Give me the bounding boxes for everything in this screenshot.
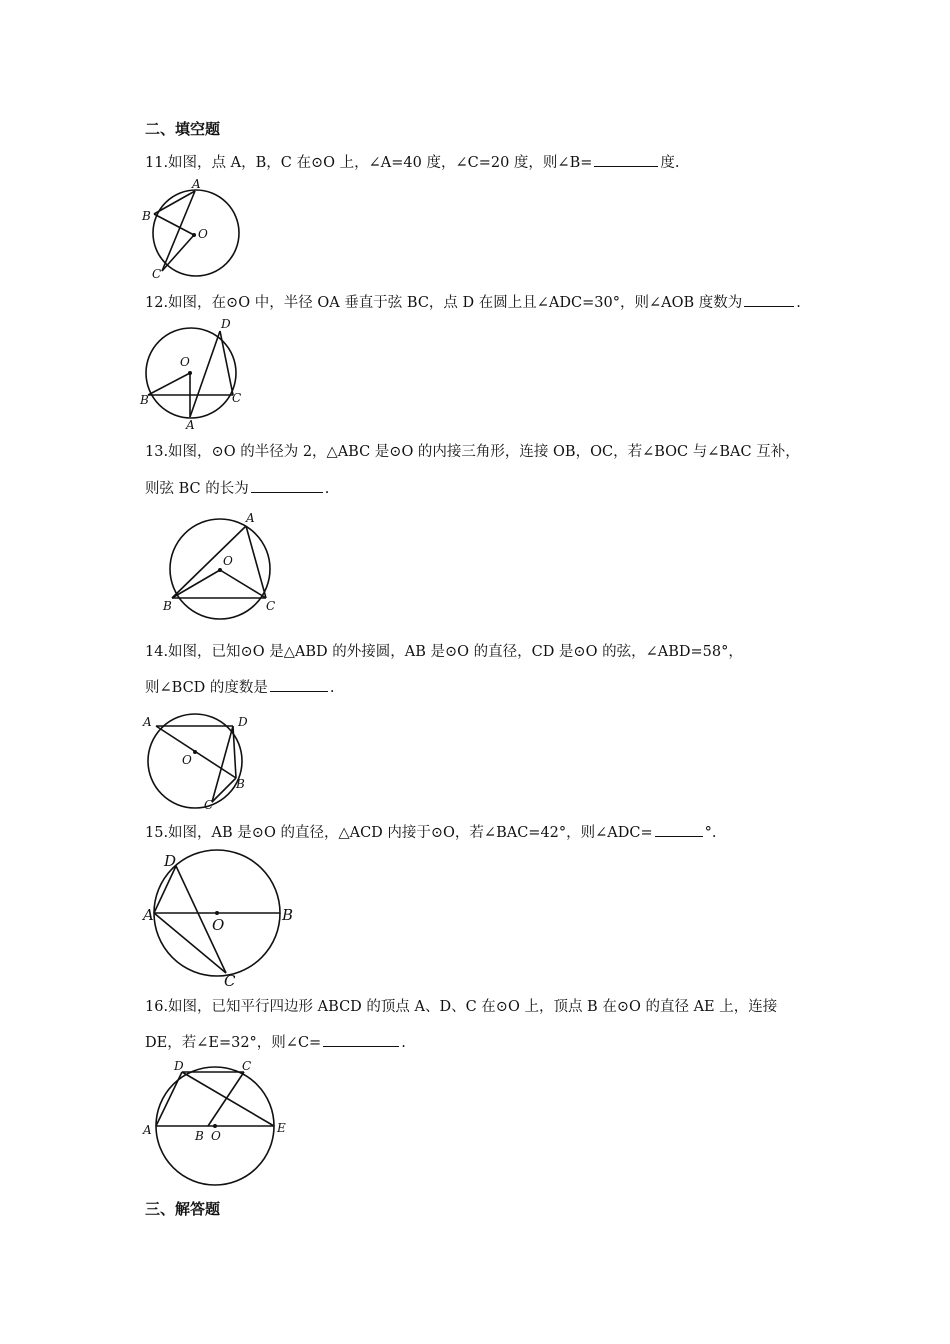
question-12: [145, 292, 801, 312]
fig11-label-c: C: [152, 267, 162, 281]
fig14-circle: [148, 714, 242, 808]
q11-blank[interactable]: [594, 152, 658, 167]
question-13-line-1: 13.如图，⊙O 的半径为 2，△ABC 是⊙O 的内接三角形，连接 OB，OC，若∠BOC 与∠BAC 互补，: [145, 444, 800, 460]
fig14-label-a: A: [143, 715, 152, 729]
q16-text-end: .: [401, 1035, 406, 1051]
fig14-label-b: B: [236, 777, 245, 791]
figure-14: [140, 712, 255, 812]
q11-text: 11.如图，点 A，B，C 在⊙O 上，∠A=40 度，∠C=20 度，则∠B=: [145, 155, 593, 171]
fig13-label-a: A: [246, 511, 255, 525]
fig16-center-dot: [213, 1124, 217, 1128]
fig16-label-b: B: [195, 1129, 204, 1143]
fig14-chord-db: [233, 726, 236, 778]
question-13-line-2: [145, 478, 329, 498]
figure-16: [140, 1058, 295, 1186]
q15-text: 15.如图，AB 是⊙O 的直径，△ACD 内接于⊙O，若∠BAC=42°，则∠ADC=: [145, 825, 653, 841]
fig13-side-ab: [172, 526, 246, 598]
fig16-label-o: O: [211, 1129, 221, 1143]
q16-blank[interactable]: [323, 1032, 399, 1047]
q15-blank[interactable]: [655, 822, 703, 837]
fig15-label-b: B: [282, 906, 294, 924]
fig12-segment-ob: [148, 373, 190, 395]
figure-11: [140, 176, 250, 280]
section-title-fill-blank: 二、填空题: [145, 120, 221, 138]
q14-blank[interactable]: [270, 677, 328, 692]
fig13-center-dot: [218, 568, 222, 572]
question-15: [145, 822, 717, 842]
fig11-segment-bo: [154, 214, 194, 235]
fig13-label-c: C: [266, 599, 276, 613]
fig15-label-a: A: [143, 906, 154, 924]
fig12-label-d: D: [221, 317, 231, 331]
fig14-center-dot: [193, 750, 197, 754]
fig12-label-b: B: [140, 393, 149, 407]
fig13-label-b: B: [163, 599, 172, 613]
fig11-label-a: A: [192, 177, 201, 191]
fig16-side-cb: [208, 1072, 244, 1126]
fig13-label-o: O: [223, 554, 233, 568]
fig16-label-e: E: [277, 1121, 286, 1135]
q14-text: 则∠BCD 的度数是: [145, 680, 268, 696]
q13-text-end: .: [324, 481, 330, 497]
q13-blank[interactable]: [251, 478, 323, 493]
q11-text-end: 度.: [660, 155, 680, 171]
fig12-label-c: C: [232, 391, 242, 405]
q13-text: 则弦 BC 的长为: [145, 481, 249, 497]
q16-text: DE，若∠E=32°，则∠C=: [145, 1035, 322, 1051]
fig11-center-dot: [192, 233, 196, 237]
q12-text-end: .: [796, 295, 801, 311]
section-title-answer: 三、解答题: [145, 1200, 221, 1218]
fig15-chord-ad: [154, 866, 176, 913]
fig12-chord-ad: [190, 331, 220, 417]
q14-text-end: .: [329, 680, 335, 696]
question-16-line-1: 16.如图，已知平行四边形 ABCD 的顶点 A、D、C 在⊙O 上，顶点 B 在⊙O 的直径 AE 上，连接: [145, 999, 778, 1015]
fig12-chord-dc: [220, 331, 233, 395]
fig15-label-c: C: [224, 972, 236, 990]
question-14-line-1: 14.如图，已知⊙O 是△ABD 的外接圆，AB 是⊙O 的直径，CD 是⊙O 的弦，∠ABD=58°，: [145, 644, 743, 660]
fig12-center-dot: [188, 371, 192, 375]
fig11-chord-ac: [162, 191, 195, 271]
fig11-segment-co: [162, 235, 194, 271]
fig15-center-dot: [215, 911, 219, 915]
q15-text-end: °.: [704, 825, 717, 841]
fig12-label-a: A: [186, 418, 195, 432]
fig16-label-c: C: [242, 1059, 252, 1073]
fig14-label-c: C: [204, 798, 214, 812]
fig11-label-b: B: [142, 209, 151, 223]
fig16-segment-de: [182, 1072, 274, 1126]
fig11-label-o: O: [198, 227, 208, 241]
question-14-line-2: [145, 677, 335, 697]
question-11: [145, 152, 680, 172]
fig12-label-o: O: [180, 355, 190, 369]
fig11-chord-ab: [154, 191, 195, 214]
figure-15: [140, 848, 295, 988]
fig16-label-a: A: [143, 1123, 152, 1137]
fig16-label-d: D: [174, 1059, 184, 1073]
fig14-label-d: D: [238, 715, 248, 729]
fig16-side-ad: [156, 1072, 182, 1126]
figure-13: [160, 510, 285, 616]
fig14-label-o: O: [182, 753, 192, 767]
fig15-label-d: D: [164, 852, 177, 870]
question-16-line-2: [145, 1032, 406, 1052]
q12-text: 12.如图，在⊙O 中，半径 OA 垂直于弦 BC，点 D 在圆上且∠ADC=30°，则∠AOB 度数为: [145, 295, 743, 311]
fig15-label-o: O: [212, 916, 225, 934]
q12-blank[interactable]: [744, 292, 794, 307]
figure-12: [140, 318, 245, 430]
